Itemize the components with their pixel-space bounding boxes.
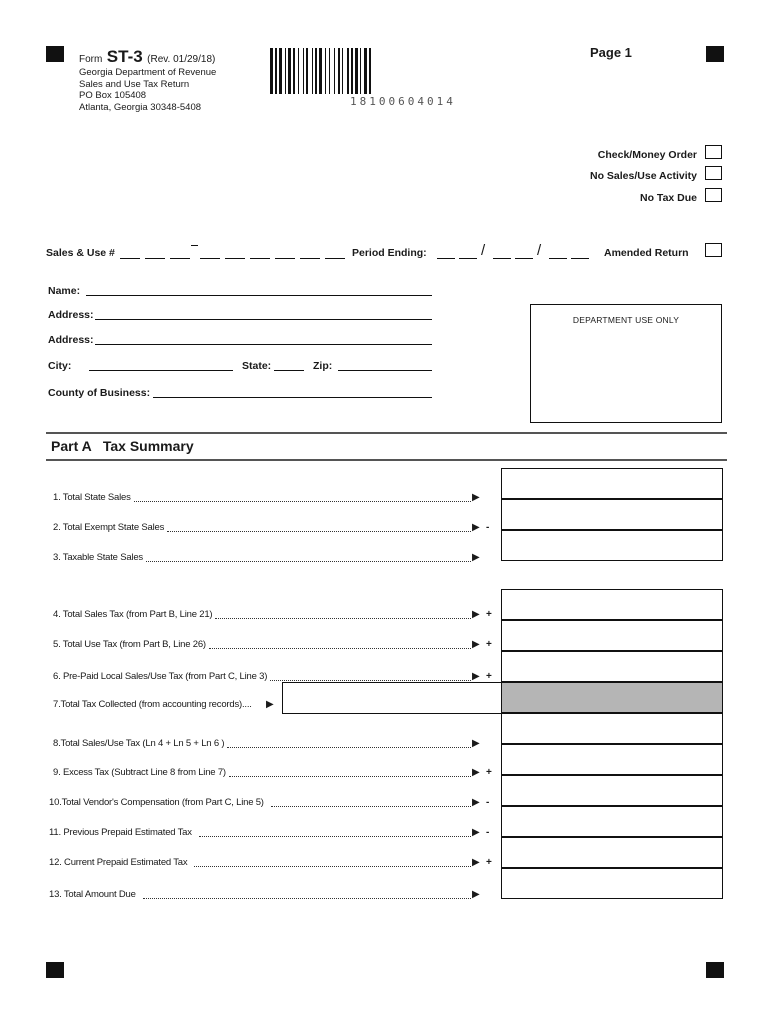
county-field[interactable] [153,397,432,398]
sales-use-number-label: Sales & Use # [46,247,115,259]
part-a-line-6-leader [270,680,471,681]
part-a-line-4-arrow-icon: ▶ [472,609,480,620]
part-a-line-9-arrow-icon: ▶ [472,767,480,778]
part-a-line-13-leader [143,898,471,899]
form-revision: (Rev. 01/29/18) [147,54,216,65]
form-title-line [79,47,216,67]
city-label: City: [48,360,72,372]
page-number: Page 1 [590,45,632,60]
name-field[interactable] [86,295,432,296]
part-a-line-10-amount-input[interactable] [501,775,723,806]
part-a-line-12-arrow-icon: ▶ [472,857,480,868]
part-a-line-2-label: 2. Total Exempt State Sales [53,522,165,533]
part-a-line-1-label: 1. Total State Sales [53,492,131,503]
department-use-label: DEPARTMENT USE ONLY [572,315,680,325]
part-a-line-7-input[interactable] [282,682,502,714]
registration-mark-top-right [706,46,724,62]
agency-line-3: PO Box 105408 [79,90,147,101]
part-a-line-6-amount-input[interactable] [501,651,723,682]
part-a-line-10-arrow-icon: ▶ [472,797,480,808]
barcode [270,48,522,94]
part-a-line-8-arrow-icon: ▶ [472,738,480,749]
check-money-order-checkbox[interactable] [705,145,722,159]
part-a-line-7-label: 7.Total Tax Collected (from accounting records).... [53,699,252,710]
part-a-line-12-label: 12. Current Prepaid Estimated Tax [49,857,188,868]
part-a-line-8-label: 8.Total Sales/Use Tax (Ln 4 + Ln 5 + Ln 6 ) [53,738,225,749]
part-a-line-3-amount-input[interactable] [501,530,723,561]
part-a-line-11-label: 11. Previous Prepaid Estimated Tax [49,827,192,838]
part-a-line-3-label: 3. Taxable State Sales [53,552,143,563]
part-a-line-5-label: 5. Total Use Tax (from Part B, Line 26) [53,639,206,650]
part-a-line-6-label: 6. Pre-Paid Local Sales/Use Tax (from Part C, Line 3) [53,671,268,682]
name-label: Name: [48,285,81,297]
form-header [79,47,216,113]
part-a-title: Part A Tax Summary [51,438,194,454]
form-id: ST-3 [106,47,143,66]
state-field[interactable] [274,370,304,371]
period-ending-label: Period Ending: [352,247,427,259]
part-a-bottom-rule [46,459,727,461]
part-a-line-13-amount-input[interactable] [501,868,723,899]
part-a-line-2-arrow-icon: ▶ [472,522,480,533]
part-a-line-11-operator: - [486,827,490,838]
part-a-line-10-operator: - [486,797,490,808]
part-a-line-1-arrow-icon: ▶ [472,492,480,503]
part-a-line-10-leader [271,806,471,807]
city-field[interactable] [89,370,233,371]
part-a-line-13-label: 13. Total Amount Due [49,889,136,900]
registration-mark-top-left [46,46,64,62]
barcode-bar [371,48,373,94]
no-sales-use-activity-checkbox[interactable] [705,166,722,180]
no-sales-use-activity-label: No Sales/Use Activity [590,170,697,182]
barcode-number: 18100604014 [350,95,456,108]
part-a-line-2-leader [167,531,471,532]
part-a-line-7-arrow-icon: ▶ [266,699,274,710]
part-a-line-9-amount-input[interactable] [501,744,723,775]
address-2-label: Address: [48,334,94,346]
check-money-order-label: Check/Money Order [597,149,697,161]
no-tax-due-checkbox[interactable] [705,188,722,202]
amended-return-label: Amended Return [604,247,689,259]
part-a-line-12-operator: + [486,857,492,868]
registration-mark-bottom-left [46,962,64,978]
part-a-line-12-amount-input[interactable] [501,837,723,868]
amended-return-checkbox[interactable] [705,243,722,257]
part-a-line-4-operator: + [486,609,492,620]
registration-mark-bottom-right [706,962,724,978]
part-a-line-5-arrow-icon: ▶ [472,639,480,650]
part-a-line-3-leader [146,561,471,562]
zip-label: Zip: [313,360,333,372]
part-a-line-2-operator: - [486,522,490,533]
department-use-box [530,304,722,423]
part-a-line-2-amount-input[interactable] [501,499,723,530]
address-1-field[interactable] [95,319,432,320]
part-a-line-5-operator: + [486,639,492,650]
form-prefix: Form [79,54,103,65]
part-a-line-4-label: 4. Total Sales Tax (from Part B, Line 21) [53,609,213,620]
state-label: State: [242,360,272,372]
address-2-field[interactable] [95,344,432,345]
agency-line-4: Atlanta, Georgia 30348-5408 [79,101,202,113]
part-a-line-13-arrow-icon: ▶ [472,889,480,900]
part-a-line-6-operator: + [486,671,492,682]
county-label: County of Business: [48,387,151,399]
zip-field[interactable] [338,370,432,371]
part-a-line-7-amount-input [501,682,723,713]
part-a-line-4-amount-input[interactable] [501,589,723,620]
no-tax-due-label: No Tax Due [640,192,697,204]
part-a-line-3-arrow-icon: ▶ [472,552,480,563]
period-ending-field[interactable]: / / [437,243,597,261]
address-1-label: Address: [48,309,94,321]
part-a-line-8-leader [227,747,471,748]
sales-use-number-field[interactable] [120,245,348,261]
part-a-line-11-amount-input[interactable] [501,806,723,837]
agency-line-1: Georgia Department of Revenue [79,67,217,78]
part-a-line-11-arrow-icon: ▶ [472,827,480,838]
part-a-line-12-leader [194,866,471,867]
part-a-line-9-label: 9. Excess Tax (Subtract Line 8 from Line 7) [53,767,226,778]
part-a-top-rule [46,432,727,434]
part-a-line-5-amount-input[interactable] [501,620,723,651]
part-a-line-1-amount-input[interactable] [501,468,723,499]
part-a-line-1-leader [134,501,471,502]
part-a-line-10-label: 10.Total Vendor's Compensation (from Part C, Line 5) [49,797,264,808]
agency-line-2: Sales and Use Tax Return [79,78,190,90]
part-a-line-4-leader [215,618,471,619]
part-a-line-9-operator: + [486,767,492,778]
part-a-line-8-amount-input[interactable] [501,713,723,744]
part-a-line-5-leader [209,648,471,649]
part-a-line-6-arrow-icon: ▶ [472,671,480,682]
part-a-line-11-leader [199,836,471,837]
part-a-line-9-leader [229,776,471,777]
